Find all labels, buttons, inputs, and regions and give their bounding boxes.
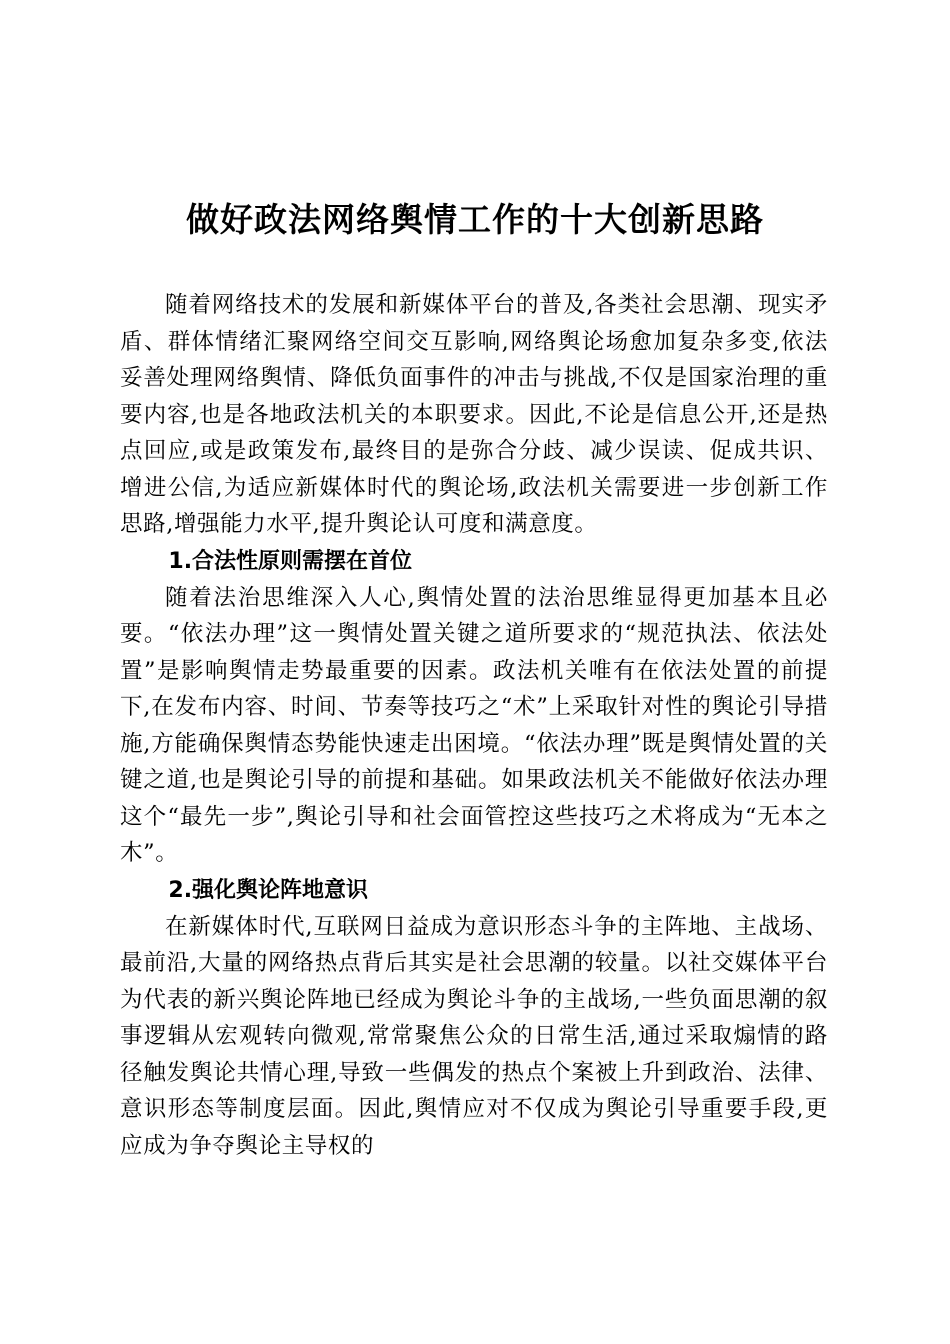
- section-heading-1: 1.合法性原则需摆在首位: [168, 548, 413, 574]
- document-body: [120, 287, 828, 1164]
- section-heading-2: 2.强化舆论阵地意识: [168, 877, 369, 903]
- section-paragraph-1: 随着法治思维深入人心,舆情处置的法治思维显得更加基本且必要。“依法办理”这一舆情处置关键之道所要求的“规范执法、依法处置”是影响舆情走势最重要的因素。政法机关唯有在依法处置的前提下,在发布内容、时间、节奏等技巧之“术”上采取针对性的舆论引导措施,方能确保舆情态势能快速走出困境。“依法办理”既是舆情处置的关键之道,也是舆论引导的前提和基础。如果政法机关不能做好依法办理这个“最先一步”,舆论引导和社会面管控这些技巧之术将成为“无本之木”。: [120, 584, 828, 866]
- intro-paragraph: 随着网络技术的发展和新媒体平台的普及,各类社会思潮、现实矛盾、群体情绪汇聚网络空间交互影响,网络舆论场愈加复杂多变,依法妥善处理网络舆情、降低负面事件的冲击与挑战,不仅是国家治理的重要内容,也是各地政法机关的本职要求。因此,不论是信息公开,还是热点回应,或是政策发布,最终目的是弥合分歧、减少误读、促成共识、增进公信,为适应新媒体时代的舆论场,政法机关需要进一步创新工作思路,增强能力水平,提升舆论认可度和满意度。: [120, 292, 828, 537]
- section-paragraph-2: 在新媒体时代,互联网日益成为意识形态斗争的主阵地、主战场、最前沿,大量的网络热点背后其实是社会思潮的较量。以社交媒体平台为代表的新兴舆论阵地已经成为舆论斗争的主战场,一些负面思潮的叙事逻辑从宏观转向微观,常常聚焦公众的日常生活,通过采取煽情的路径触发舆论共情心理,导致一些偶发的热点个案被上升到政治、法律、意识形态等制度层面。因此,舆情应对不仅成为舆论引导重要手段,更应成为争夺舆论主导权的: [120, 913, 828, 1159]
- document-title: 做好政法网络舆情工作的十大创新思路: [186, 200, 764, 239]
